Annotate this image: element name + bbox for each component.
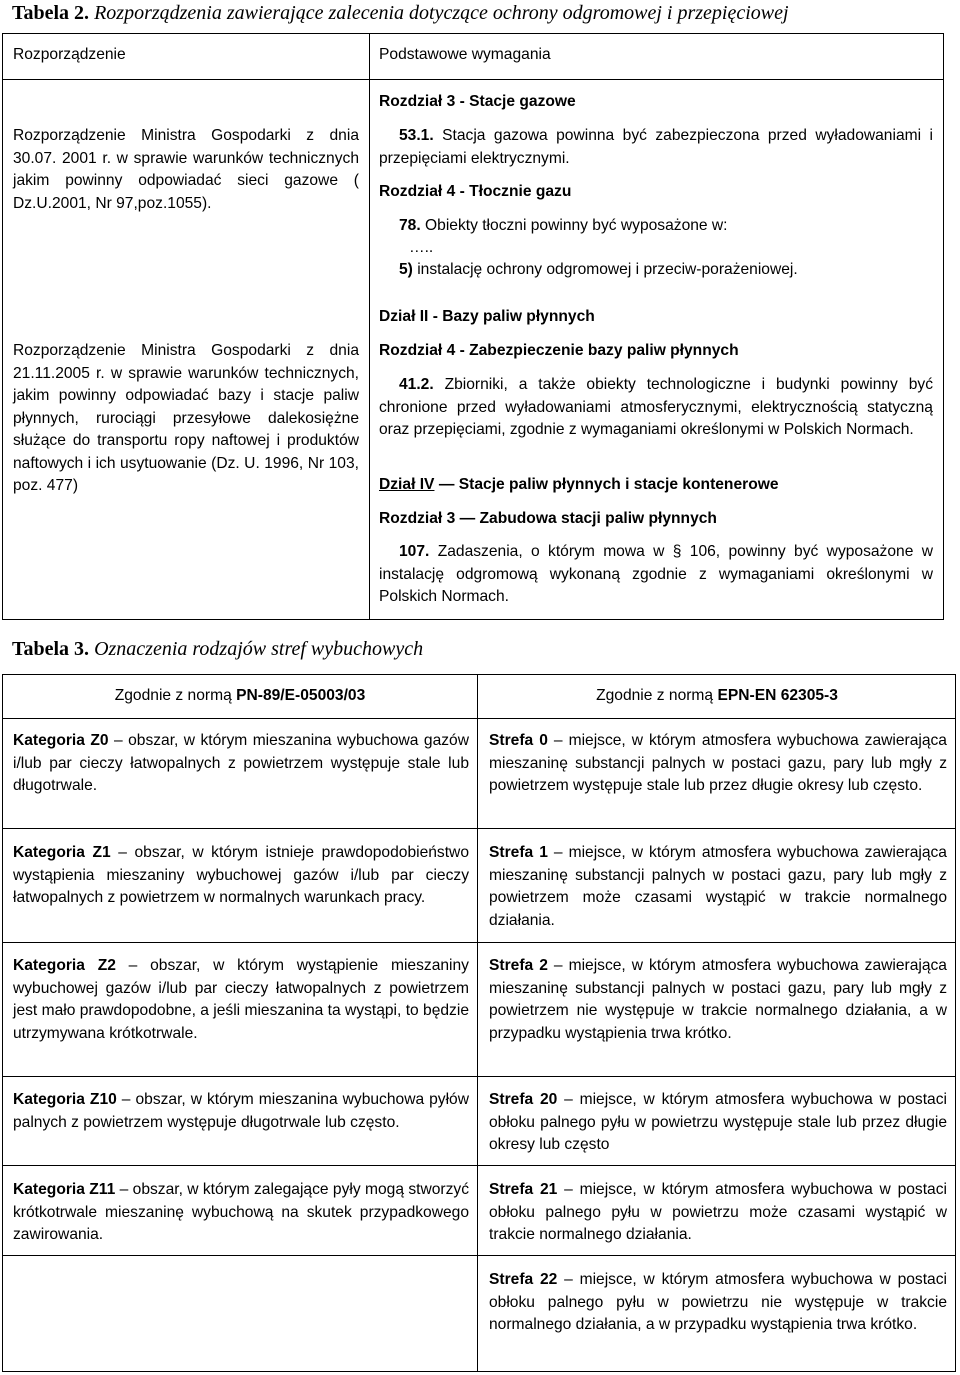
rozdzial-3-stacje-gazowe: Rozdział 3 - Stacje gazowe (379, 93, 576, 110)
zone-category-z2: Kategoria Z2 – obszar, w którym wystąpienie mieszaniny wybuchowej gazów i/lub par cieczy łatwopalnych z powietrzem jest mało prawdopodobne, a jeśli mieszanina ta wystąpi, to będzie utrzymywana krótkotrwale. (13, 957, 469, 1042)
zone-description: obszar, w którym zalegające pyły mogą stworzyć krótkotrwale mieszaninę wybuchową na skutek przypadkowego zawirowania. (13, 1181, 469, 1243)
rozdzial-3-prefix: Rozdział 3 (379, 510, 456, 527)
zone-term: Strefa 21 (489, 1181, 558, 1198)
table3-row-divider (3, 828, 955, 829)
zone-description: obszar, w którym wystąpienie mieszaniny wybuchowej gazów i/lub par cieczy łatwopalnych z powietrzem jest mało prawdopodobne, a jeśli mieszanina ta wystąpi, to będzie utrzymywana krótkotrwale. (13, 957, 469, 1042)
table2-caption-title: Rozporządzenia zawierające zalecenia dotyczące ochrony odgromowej i przepięciowej (94, 2, 789, 24)
paragraph-107-text: Zadaszenia, o którym mowa w § 106, powinny być wyposażone w instalację odgromową wykonaną zgodnie z wymaganiami określonymi w Polskich Normach. (379, 543, 933, 605)
zone-description: miejsce, w którym atmosfera wybuchowa w postaci obłoku palnego pyłu w powietrzu występuje stale lub przez długie okresy lub często (489, 1091, 947, 1153)
zone-term: Kategoria Z11 (13, 1181, 116, 1198)
rozdzial-4-zabezpieczenie: Rozdział 4 - Zabezpieczenie bazy paliw płynnych (379, 342, 739, 359)
zone-term: Kategoria Z1 (13, 844, 111, 861)
dzial-4-stacje-paliw: Dział IV — Stacje paliw płynnych i stacje kontenerowe (379, 476, 779, 493)
paragraph-41-2-text: Zbiorniki, a także obiekty technologiczne i budynki powinny być chronione przed wyładowaniami atmosferycznymi, elektrycznością statyczną oraz przepięciami, zgodnie z wymaganiami określonymi w Polskich Normach. (379, 376, 933, 438)
zone-strefa-20: Strefa 20 – miejsce, w którym atmosfera wybuchowa w postaci obłoku palnego pyłu w powietrzu występuje stale lub przez długie okresy lub często (489, 1091, 947, 1153)
table3-caption (12, 638, 423, 661)
table2-header-divider (3, 79, 943, 80)
rozdzial-3-zabudowa: Rozdział 3 — Zabudowa stacji paliw płynnych (379, 510, 717, 527)
zone-term: Kategoria Z10 (13, 1091, 117, 1108)
zone-description: miejsce, w którym atmosfera wybuchowa w postaci obłoku palnego pyłu w powietrzu może czasami wystąpić w trakcie normalnego działania. (489, 1181, 947, 1243)
paragraph-107 (379, 541, 933, 609)
table3-row-divider (3, 1076, 955, 1077)
table3-caption-label: Tabela 3. (12, 638, 90, 660)
table2-header-left: Rozporządzenie (13, 46, 126, 63)
paragraph-53-1-text: Stacja gazowa powinna być zabezpieczona przed wyładowaniami i przepięciami elektrycznymi. (379, 127, 933, 167)
paragraph-41-2-number: 41.2. (399, 376, 434, 393)
paragraph-78-item-text: instalację ochrony odgromowej i przeciw-porażeniowej. (417, 261, 798, 278)
table3-header-left-prefix: Zgodnie z normą (114, 687, 232, 704)
table3 (2, 674, 956, 1372)
zone-category-z0: Kategoria Z0 – obszar, w którym mieszanina wybuchowa gazów i/lub par cieczy łatwopalnych z powietrzem występuje stale lub długotrwale. (13, 732, 469, 794)
table3-header-left-norm: PN-89/E-05003/03 (236, 687, 366, 704)
table3-header-left (3, 685, 477, 708)
table2-column-divider (369, 34, 370, 619)
dzial-4-text: Stacje paliw płynnych i stacje kontenerowe (458, 476, 779, 493)
table3-row-divider (3, 1255, 955, 1256)
paragraph-78-number: 78. (399, 217, 421, 234)
zone-term: Strefa 1 (489, 844, 548, 861)
table2-caption-label: Tabela 2. (12, 2, 90, 24)
zone-term: Strefa 20 (489, 1091, 558, 1108)
table2-caption (12, 2, 789, 25)
table3-header-divider (3, 718, 955, 719)
table2-header-right: Podstawowe wymagania (379, 46, 551, 63)
zone-strefa-21: Strefa 21 – miejsce, w którym atmosfera wybuchowa w postaci obłoku palnego pyłu w powietrzu może czasami wystąpić w trakcie normalnego działania. (489, 1181, 947, 1243)
zone-description: obszar, w którym istnieje prawdopodobieństwo wystąpienia mieszaniny wybuchowej gazów i/lub par cieczy łatwopalnych z powietrzem w normalnych warunkach pracy. (13, 844, 469, 906)
dzial-4-prefix: Dział IV (379, 476, 435, 493)
table3-header-right-prefix: Zgodnie z normą (596, 687, 714, 704)
zone-description: miejsce, w którym atmosfera wybuchowa zawierająca mieszaninę substancji palnych w postaci gazu, pary lub mgły z powietrzem może czasami wystąpić w trakcie normalnego działania. (489, 844, 947, 929)
zone-description: miejsce, w którym atmosfera wybuchowa w postaci obłoku palnego pyłu w powietrzu nie występuje w trakcie normalnego działania, a w przypadku wystąpienia trwa krótko. (489, 1271, 947, 1333)
zone-term: Strefa 2 (489, 957, 548, 974)
table2 (2, 33, 944, 620)
zone-description: obszar, w którym mieszanina wybuchowa pyłów palnych z powietrzem występuje długotrwale lub często. (13, 1091, 469, 1131)
paragraph-78 (399, 215, 728, 238)
zone-category-z1: Kategoria Z1 – obszar, w którym istnieje prawdopodobieństwo wystąpienia mieszaniny wybuchowej gazów i/lub par cieczy łatwopalnych z powietrzem w normalnych warunkach pracy. (13, 844, 469, 906)
rozdzial-3-text: Zabudowa stacji paliw płynnych (479, 510, 717, 527)
zone-term: Strefa 0 (489, 732, 548, 749)
table2-regulation-2005: Rozporządzenie Ministra Gospodarki z dnia 21.11.2005 r. w sprawie warunków technicznych, jakim powinny odpowiadać bazy i stacje paliw płynnych, rurociągi przesyłowe dalekosiężne służące do transportu ropy naftowej i produktów naftowych i ich usytuowanie (Dz. U. 1996, Nr 103, poz. 477) (13, 342, 359, 494)
zone-term: Kategoria Z0 (13, 732, 109, 749)
paragraph-78-item-number: 5) (399, 261, 413, 278)
dzial-2-bazy-paliw: Dział II - Bazy paliw płynnych (379, 308, 595, 325)
table3-column-divider (477, 675, 478, 1371)
zone-description: miejsce, w którym atmosfera wybuchowa zawierająca mieszaninę substancji palnych w postaci gazu, pary lub mgły z powietrzem nie występuje w trakcie normalnego działania, a w przypadku wystąpienia trwa krótko. (489, 957, 947, 1042)
zone-category-z11: Kategoria Z11 – obszar, w którym zalegające pyły mogą stworzyć krótkotrwale mieszaninę wybuchową na skutek przypadkowego zawirowania. (13, 1181, 469, 1243)
table3-header-right (478, 685, 956, 708)
paragraph-78-ellipsis: ….. (409, 239, 434, 256)
zone-description: miejsce, w którym atmosfera wybuchowa zawierająca mieszaninę substancji palnych w postaci gazu, pary lub mgły z powietrzem występuje stale lub przez długie okresy lub często. (489, 732, 947, 794)
zone-strefa-1: Strefa 1 – miejsce, w którym atmosfera wybuchowa zawierająca mieszaninę substancji palnych w postaci gazu, pary lub mgły z powietrzem może czasami wystąpić w trakcie normalnego działania. (489, 844, 947, 929)
table3-header-right-norm: EPN-EN 62305-3 (717, 687, 838, 704)
paragraph-78-item-5 (399, 259, 798, 282)
zone-category-z10: Kategoria Z10 – obszar, w którym mieszanina wybuchowa pyłów palnych z powietrzem występuje długotrwale lub często. (13, 1091, 469, 1131)
zone-strefa-22: Strefa 22 – miejsce, w którym atmosfera wybuchowa w postaci obłoku palnego pyłu w powietrzu nie występuje w trakcie normalnego działania, a w przypadku wystąpienia trwa krótko. (489, 1271, 947, 1333)
paragraph-41-2 (379, 374, 933, 442)
table3-row-divider (3, 1165, 955, 1166)
zone-term: Strefa 22 (489, 1271, 558, 1288)
table3-row-divider (3, 942, 955, 943)
zone-strefa-2: Strefa 2 – miejsce, w którym atmosfera wybuchowa zawierająca mieszaninę substancji palnych w postaci gazu, pary lub mgły z powietrzem nie występuje w trakcie normalnego działania, a w przypadku wystąpienia trwa krótko. (489, 957, 947, 1042)
paragraph-107-number: 107. (399, 543, 430, 560)
paragraph-78-text: Obiekty tłoczni powinny być wyposażone w: (425, 217, 728, 234)
rozdzial-4-tlocznie-gazu: Rozdział 4 - Tłocznie gazu (379, 183, 572, 200)
zone-strefa-0: Strefa 0 – miejsce, w którym atmosfera wybuchowa zawierająca mieszaninę substancji palnych w postaci gazu, pary lub mgły z powietrzem występuje stale lub przez długie okresy lub często. (489, 732, 947, 794)
paragraph-53-1-number: 53.1. (399, 127, 434, 144)
table3-caption-title: Oznaczenia rodzajów stref wybuchowych (94, 638, 424, 660)
zone-term: Kategoria Z2 (13, 957, 116, 974)
paragraph-53-1 (379, 125, 933, 170)
zone-description: obszar, w którym mieszanina wybuchowa gazów i/lub par cieczy łatwopalnych z powietrzem występuje stale lub długotrwale. (13, 732, 469, 794)
table2-regulation-2001: Rozporządzenie Ministra Gospodarki z dnia 30.07. 2001 r. w sprawie warunków technicznych jakim powinny odpowiadać sieci gazowe ( Dz.U.2001, Nr 97,poz.1055). (13, 127, 359, 212)
